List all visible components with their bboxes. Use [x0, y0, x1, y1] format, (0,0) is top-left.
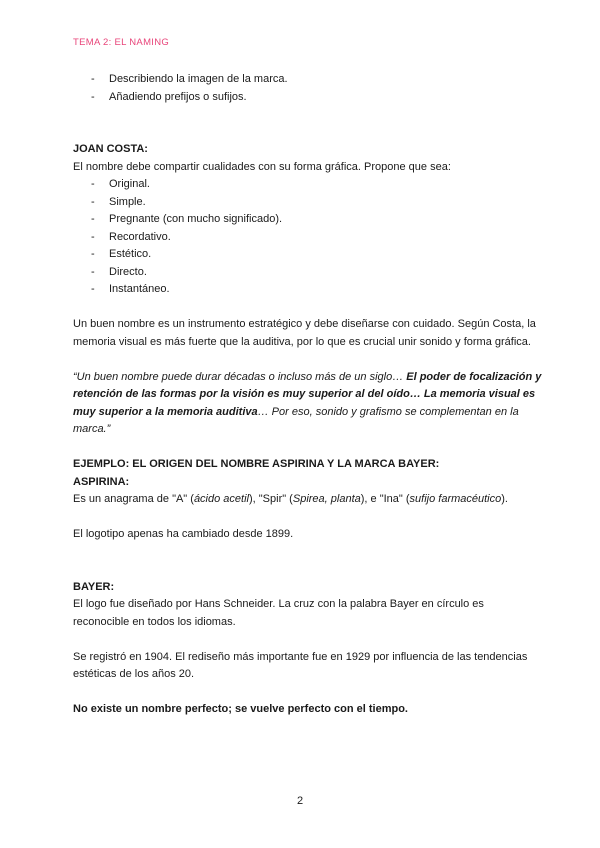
list-item: - Simple.: [91, 195, 146, 208]
joan-costa-heading: JOAN COSTA:: [73, 143, 148, 155]
list-item: - Pregnante (con mucho significado).: [91, 213, 283, 225]
page-content: [73, 71, 543, 719]
list-item: - Añadiendo prefijos o sufijos.: [91, 90, 247, 103]
list-item: - Original.: [91, 178, 150, 190]
paragraph-buen-nombre: Un buen nombre es un instrumento estratégico y debe diseñarse con cuidado. Según Costa, la memoria visual es más fuerte que la auditiva, por lo que es crucial unir sonido y forma gráfica.: [73, 318, 536, 348]
bayer-paragraph-1: El logo fue diseñado por Hans Schneider. La cruz con la palabra Bayer en círculo es reconocible en todos los idiomas.: [73, 598, 484, 628]
list-item: - Directo.: [91, 265, 147, 278]
aspirina-text: Es un anagrama de "A" (ácido acetil), "Spir" (Spirea, planta), e "Ina" (sufijo farmacéutico).: [73, 493, 508, 505]
list-item: - Instantáneo.: [91, 283, 170, 295]
list-item: - Estético.: [91, 248, 152, 260]
bayer-heading: BAYER:: [73, 580, 115, 593]
top-bullet-list: [73, 71, 543, 106]
aspirina-heading: ASPIRINA:: [73, 475, 130, 488]
list-item: - Recordativo.: [91, 230, 171, 243]
example-heading: EJEMPLO: EL ORIGEN DEL NOMBRE ASPIRINA Y LA MARCA BAYER:: [73, 458, 440, 470]
logo-text: El logotipo apenas ha cambiado desde 1899.: [73, 528, 294, 540]
page-number: 2: [296, 795, 304, 807]
qualities-list: [73, 176, 543, 299]
joan-costa-intro: El nombre debe compartir cualidades con su forma gráfica. Propone que sea:: [73, 160, 451, 173]
quote-block: “Un buen nombre puede durar décadas o incluso más de un siglo… El poder de focalización y retención de las formas por la visión es muy superior al del oído… La memoria visual es muy superior a la memoria auditiva… Por eso, sonido y grafismo se complementan en la marca.”: [73, 370, 542, 435]
conclusion: No existe un nombre perfecto; se vuelve perfecto con el tiempo.: [73, 703, 408, 715]
header-title: TEMA 2: EL NAMING: [73, 37, 170, 48]
list-item: - Describiendo la imagen de la marca.: [91, 73, 288, 85]
bayer-paragraph-2: Se registró en 1904. El rediseño más importante fue en 1929 por influencia de las tendencias estéticas de los años 20.: [73, 650, 528, 680]
